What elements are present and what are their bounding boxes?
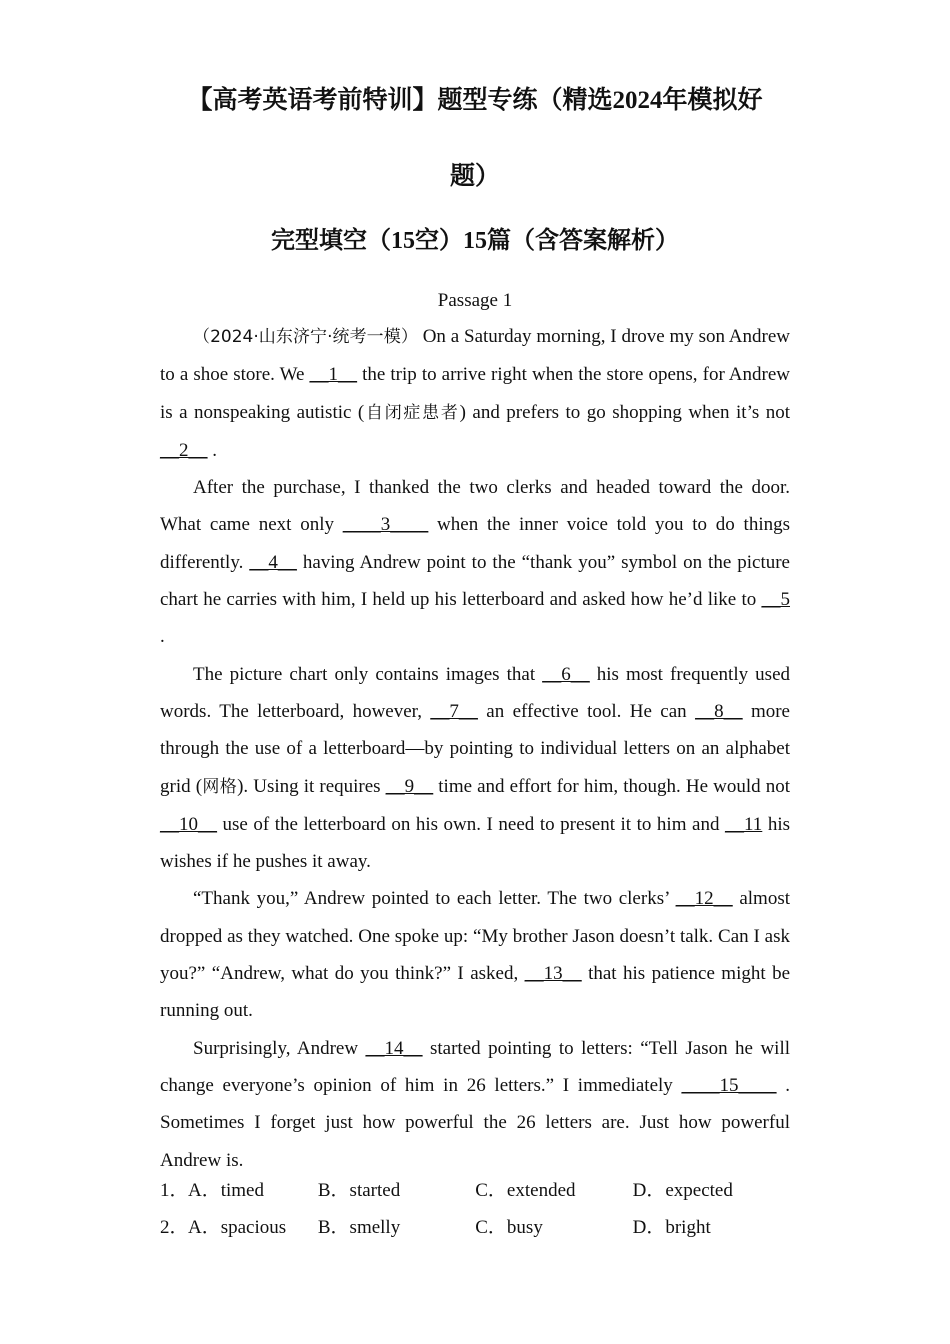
document-title-line1: 【高考英语考前特训】题型专练（精选2024年模拟好 <box>187 87 763 114</box>
option-a: A．timed <box>188 1180 264 1201</box>
blank-10: __10__ <box>160 813 217 835</box>
blank-9: __9__ <box>385 775 434 797</box>
blank-3: ____3____ <box>342 514 429 536</box>
blank-14: __14__ <box>365 1037 423 1059</box>
blank-1: __1__ <box>309 364 358 386</box>
blank-4: __4__ <box>249 551 297 573</box>
answer-options <box>160 1172 790 1246</box>
option-c: C．busy <box>475 1217 543 1238</box>
option-a: A．spacious <box>188 1217 287 1238</box>
chinese-gloss: 自闭症患者 <box>364 402 460 423</box>
blank-7: __7__ <box>430 700 478 722</box>
paragraph-2: After the purchase, I thanked the two clerks and headed toward the door. What came next only ____3____ when the inner voice told you to do things differently. __4__ having Andrew point to the “thank you” symbol on the picture chart he carries with him, I held up his letterboard and asked how he’d like to __5 . <box>160 477 790 648</box>
passage-body <box>160 318 790 1179</box>
blank-6: __6__ <box>542 663 590 685</box>
question-row-2 <box>160 1209 790 1246</box>
option-b: B．started <box>317 1180 401 1201</box>
blank-8: __8__ <box>695 700 743 722</box>
blank-5: __5 <box>761 589 790 611</box>
paragraph-4: “Thank you,” Andrew pointed to each letter. The two clerks’ __12__ almost dropped as they watched. One spoke up: “My brother Jason doesn’t talk. Can I ask you?” “Andrew, what do you think?” I asked, __13__ that his patience might be running out. <box>160 888 790 1022</box>
blank-11: __11 <box>724 813 763 835</box>
blank-2: __2__ <box>160 439 208 461</box>
source-note: （2024·山东济宁·统考一模） <box>193 327 418 347</box>
option-d: D．bright <box>632 1217 711 1238</box>
option-d: D．expected <box>632 1180 733 1201</box>
chinese-gloss: 网格 <box>202 776 238 797</box>
blank-13: __13__ <box>524 963 582 985</box>
option-b: B．smelly <box>317 1217 401 1238</box>
passage-label: Passage 1 <box>437 290 513 311</box>
question-number: 1． <box>160 1180 189 1201</box>
blank-15: ____15____ <box>681 1074 777 1096</box>
question-row-1 <box>160 1172 790 1209</box>
document-title-line2: 题） <box>449 163 500 190</box>
paragraph-1: （2024·山东济宁·统考一模） On a Saturday morning, I drove my son Andrew to a shoe store. We __1__ the trip to arrive right when the store opens, for Andrew is a nonspeaking autistic (自闭症患者) and prefers to go shopping when it’s not __2__ . <box>160 326 790 461</box>
paragraph-3: The picture chart only contains images that __6__ his most frequently used words. The letterboard, however, __7__ an effective tool. He can __8__ more through the use of a letterboard—by pointing to individual letters on an alphabet grid (网格). Using it requires __9__ time and effort for him, though. He would not __10__ use of the letterboard on his own. I need to present it to him and __11 his wishes if he pushes it away. <box>160 663 791 873</box>
option-c: C．extended <box>475 1180 576 1201</box>
question-number: 2． <box>160 1217 189 1238</box>
paragraph-5: Surprisingly, Andrew __14__ started pointing to letters: “Tell Jason he will change everyone’s opinion of him in 26 letters.” I immediately ____15____ . Sometimes I forget just how powerful the 26 letters are. Just how powerful Andrew is. <box>160 1037 790 1171</box>
blank-12: __12__ <box>675 888 733 910</box>
document-subtitle: 完型填空（15空）15篇（含答案解析） <box>271 228 679 254</box>
